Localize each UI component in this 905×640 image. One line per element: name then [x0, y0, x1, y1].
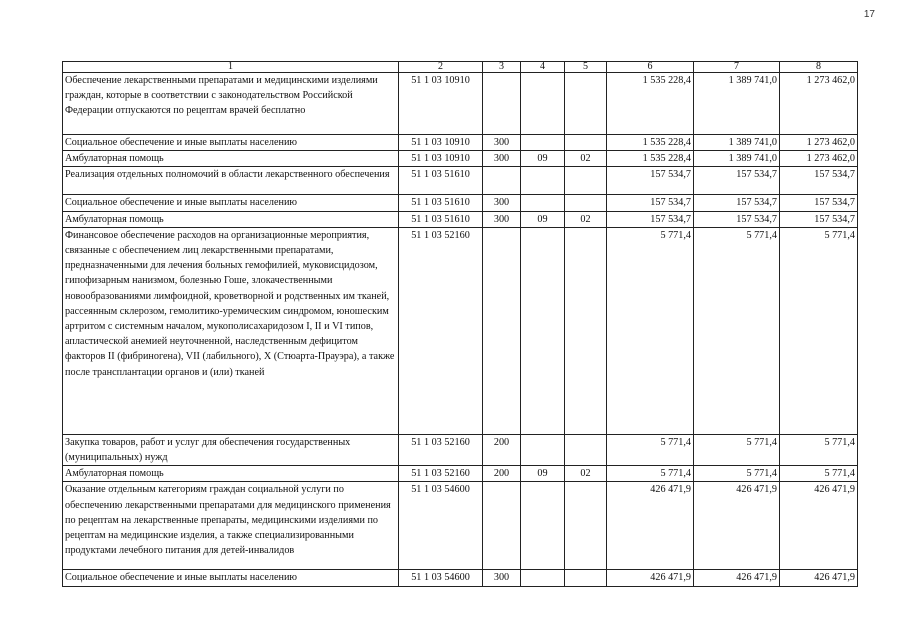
column-number-6: 6	[607, 62, 694, 73]
amount-col-7: 5 771,4	[694, 466, 780, 482]
table-row	[63, 211, 858, 227]
item-name: Закупка товаров, работ и услуг для обеспечения государственных (муниципальных) нужд	[63, 434, 399, 465]
subsection	[565, 195, 607, 211]
amount-col-6: 1 535 228,4	[607, 135, 694, 151]
expense-type: 300	[483, 195, 521, 211]
table-row	[63, 195, 858, 211]
expense-type: 200	[483, 434, 521, 465]
target-code: 51 1 03 10910	[399, 151, 483, 167]
target-code: 51 1 03 10910	[399, 135, 483, 151]
amount-col-6: 426 471,9	[607, 570, 694, 586]
amount-col-7: 157 534,7	[694, 167, 780, 195]
amount-col-6: 157 534,7	[607, 167, 694, 195]
amount-col-6: 5 771,4	[607, 227, 694, 434]
column-number-8: 8	[780, 62, 858, 73]
expense-type: 300	[483, 135, 521, 151]
expense-type	[483, 73, 521, 135]
amount-col-6: 1 535 228,4	[607, 151, 694, 167]
page-number: 17	[863, 9, 875, 20]
subsection: 02	[565, 466, 607, 482]
section: 09	[521, 151, 565, 167]
target-code: 51 1 03 51610	[399, 195, 483, 211]
section	[521, 482, 565, 570]
amount-col-6: 1 535 228,4	[607, 73, 694, 135]
section	[521, 73, 565, 135]
section	[521, 167, 565, 195]
amount-col-8: 426 471,9	[780, 482, 858, 570]
subsection	[565, 227, 607, 434]
item-name: Оказание отдельным категориям граждан социальной услуги по обеспечению лекарственными препаратами для медицинского применения по рецептам на лекарственные препараты, медицинскими изделиями по рецептам на медицинские изделия, а также специализированными продуктами лечебного питания для детей-инвалидов	[63, 482, 399, 570]
section	[521, 570, 565, 586]
amount-col-8: 1 273 462,0	[780, 135, 858, 151]
table-row	[63, 151, 858, 167]
subsection	[565, 135, 607, 151]
amount-col-7: 5 771,4	[694, 227, 780, 434]
amount-col-8: 1 273 462,0	[780, 151, 858, 167]
column-number-5: 5	[565, 62, 607, 73]
amount-col-7: 157 534,7	[694, 195, 780, 211]
amount-col-7: 1 389 741,0	[694, 135, 780, 151]
section: 09	[521, 466, 565, 482]
target-code: 51 1 03 52160	[399, 434, 483, 465]
amount-col-7: 1 389 741,0	[694, 151, 780, 167]
subsection: 02	[565, 151, 607, 167]
expense-type	[483, 167, 521, 195]
column-number-1: 1	[63, 62, 399, 73]
item-name: Амбулаторная помощь	[63, 211, 399, 227]
amount-col-6: 5 771,4	[607, 434, 694, 465]
amount-col-7: 1 389 741,0	[694, 73, 780, 135]
section	[521, 434, 565, 465]
column-number-7: 7	[694, 62, 780, 73]
column-number-3: 3	[483, 62, 521, 73]
target-code: 51 1 03 10910	[399, 73, 483, 135]
target-code: 51 1 03 51610	[399, 167, 483, 195]
amount-col-7: 426 471,9	[694, 482, 780, 570]
expense-type: 300	[483, 570, 521, 586]
section	[521, 135, 565, 151]
amount-col-6: 426 471,9	[607, 482, 694, 570]
amount-col-8: 5 771,4	[780, 434, 858, 465]
amount-col-8: 1 273 462,0	[780, 73, 858, 135]
target-code: 51 1 03 51610	[399, 211, 483, 227]
amount-col-6: 157 534,7	[607, 211, 694, 227]
expense-type: 300	[483, 211, 521, 227]
subsection: 02	[565, 211, 607, 227]
subsection	[565, 570, 607, 586]
amount-col-8: 157 534,7	[780, 211, 858, 227]
expense-type	[483, 482, 521, 570]
section: 09	[521, 211, 565, 227]
item-name: Амбулаторная помощь	[63, 466, 399, 482]
item-name: Амбулаторная помощь	[63, 151, 399, 167]
item-name: Социальное обеспечение и иные выплаты населению	[63, 195, 399, 211]
subsection	[565, 434, 607, 465]
item-name: Обеспечение лекарственными препаратами и медицинскими изделиями граждан, которые в соответствии с законодательством Российской Федерации отпускаются по рецептам врачей бесплатно	[63, 73, 399, 135]
column-number-header-row	[63, 62, 858, 73]
amount-col-7: 5 771,4	[694, 434, 780, 465]
table-row	[63, 227, 858, 434]
item-name: Социальное обеспечение и иные выплаты населению	[63, 570, 399, 586]
amount-col-8: 5 771,4	[780, 466, 858, 482]
amount-col-8: 157 534,7	[780, 195, 858, 211]
expense-type: 200	[483, 466, 521, 482]
amount-col-7: 426 471,9	[694, 570, 780, 586]
section	[521, 227, 565, 434]
expense-type: 300	[483, 151, 521, 167]
subsection	[565, 167, 607, 195]
amount-col-8: 5 771,4	[780, 227, 858, 434]
amount-col-6: 157 534,7	[607, 195, 694, 211]
target-code: 51 1 03 52160	[399, 466, 483, 482]
item-name: Социальное обеспечение и иные выплаты населению	[63, 135, 399, 151]
table-row	[63, 570, 858, 586]
table-row	[63, 73, 858, 135]
table-row	[63, 135, 858, 151]
column-number-2: 2	[399, 62, 483, 73]
amount-col-8: 157 534,7	[780, 167, 858, 195]
table-row	[63, 434, 858, 465]
amount-col-7: 157 534,7	[694, 211, 780, 227]
subsection	[565, 73, 607, 135]
table-row	[63, 466, 858, 482]
table-row	[63, 167, 858, 195]
target-code: 51 1 03 54600	[399, 570, 483, 586]
subsection	[565, 482, 607, 570]
table-row	[63, 482, 858, 570]
amount-col-8: 426 471,9	[780, 570, 858, 586]
section	[521, 195, 565, 211]
expense-type	[483, 227, 521, 434]
item-name: Реализация отдельных полномочий в области лекарственного обеспечения	[63, 167, 399, 195]
target-code: 51 1 03 52160	[399, 227, 483, 434]
budget-table	[62, 61, 858, 587]
column-number-4: 4	[521, 62, 565, 73]
amount-col-6: 5 771,4	[607, 466, 694, 482]
target-code: 51 1 03 54600	[399, 482, 483, 570]
item-name: Финансовое обеспечение расходов на организационные мероприятия, связанные с обеспечением лиц лекарственными препаратами, предназначенными для лечения больных гемофилией, муковисцидозом, гипофизарным нанизмом, болезнью Гоше, злокачественными новообразованиями лимфоидной, кроветворной и родственных им тканей, рассеянным склерозом, гемолитико-уремическим синдромом, юношеским артритом с системным началом, мукополисахаридозом I, II и VI типов, апластической анемией неуточненной, наследственным дефицитом факторов II (фибриногена), VII (лабильного), X (Стюарта-Прауэра), а также после трансплантации органов и (или) тканей	[63, 227, 399, 434]
